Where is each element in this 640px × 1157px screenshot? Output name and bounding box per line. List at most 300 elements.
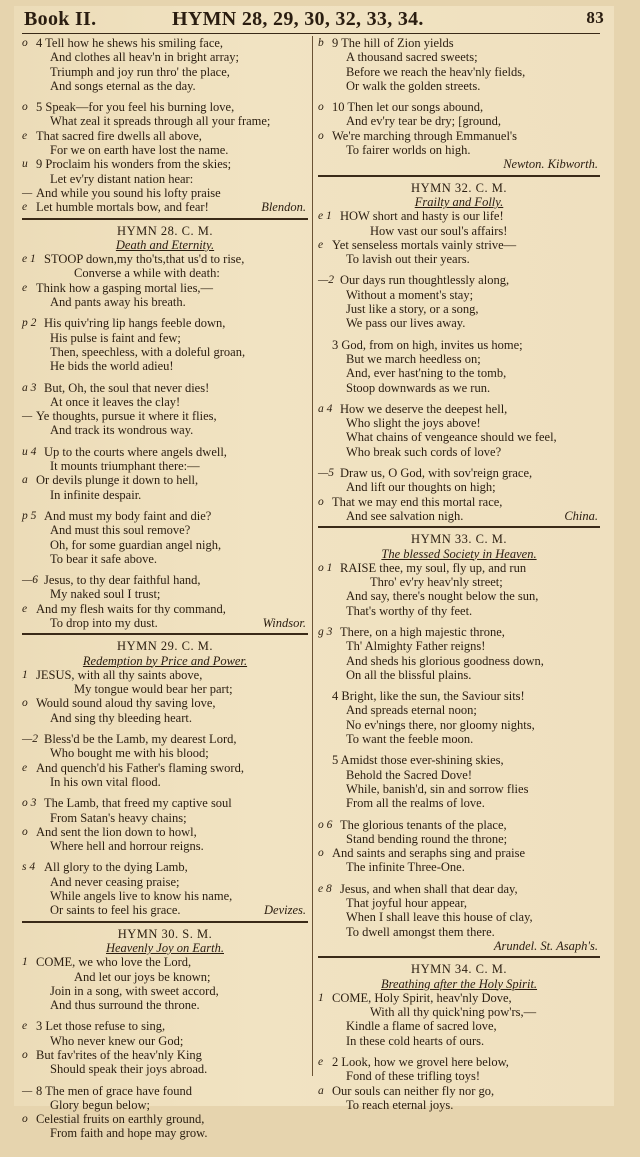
verse-line: [318, 273, 600, 287]
dynamic-mark: e: [318, 1056, 324, 1068]
stanza-gap: [318, 1048, 600, 1055]
verse-line: [318, 882, 600, 896]
verse-text: 5 Speak—for you feel his burning love,: [36, 100, 235, 115]
hymn-subtitle: Breathing after the Holy Spirit.: [380, 976, 538, 991]
dynamic-mark: —2: [22, 733, 38, 746]
verse-text: In infinite despair.: [50, 487, 142, 502]
verse-line: [318, 352, 600, 366]
verse-line: [318, 302, 600, 316]
dynamic-mark: u 4: [22, 445, 37, 458]
verse-line: [318, 509, 600, 523]
verse-text: COME, Holy Spirit, heav'nly Dove,: [332, 990, 512, 1005]
verse-line: [318, 143, 600, 157]
verse-line: [318, 252, 600, 266]
verse-text: And say, there's nought below the sun,: [346, 589, 539, 604]
dynamic-mark: o: [22, 697, 28, 710]
verse-text: And quench'd his Father's flaming sword,: [36, 760, 244, 775]
verse-text: That we may end this mortal race,: [332, 494, 503, 509]
verse-line: [22, 266, 308, 280]
hymn-separator: [22, 218, 308, 222]
hymn-subtitle: Redemption by Price and Power.: [82, 653, 248, 668]
verse-line: [22, 1126, 308, 1140]
verse-line: [318, 1055, 600, 1069]
dynamic-mark: 1: [22, 956, 28, 969]
verse-text: All glory to the dying Lamb,: [44, 860, 188, 875]
verse-text: Who bought me with his blood;: [50, 746, 209, 761]
verse-line: [318, 732, 600, 746]
stanza-gap: [318, 459, 600, 466]
verse-text: But, Oh, the soul that never dies!: [44, 380, 210, 395]
verse-line: [318, 36, 600, 50]
verse-text: And clothes all heav'n in bright array;: [50, 50, 240, 65]
hymn-separator: [318, 526, 600, 530]
verse-line: [22, 200, 308, 214]
dynamic-mark: e 8: [318, 882, 332, 895]
verse-text: And thus surround the throne.: [50, 998, 200, 1013]
verse-line: [318, 689, 600, 703]
verse-line: [318, 50, 600, 64]
verse-text: And my flesh waits for thy command,: [36, 601, 226, 616]
verse-line: [22, 711, 308, 725]
dynamic-mark: —: [22, 1084, 33, 1097]
dynamic-mark: p 5: [22, 509, 37, 522]
verse-line: [22, 602, 308, 616]
verse-line: [318, 1098, 600, 1112]
verse-line: [22, 316, 308, 330]
verse-text: My tongue would bear her part;: [74, 682, 233, 697]
verse-text: Who never knew our God;: [50, 1033, 184, 1048]
verse-text: And let our joys be known;: [74, 969, 211, 984]
verse-text: Or walk the golden streets.: [346, 78, 481, 93]
verse-text: 4 Bright, like the sun, the Saviour sits!: [332, 689, 525, 704]
verse-text: And track its wondrous way.: [50, 423, 194, 438]
verse-text: 8 The men of grace have found: [36, 1083, 192, 1098]
stanza-gap: [318, 682, 600, 689]
verse-line: [22, 587, 308, 601]
dynamic-mark: o: [22, 1113, 28, 1126]
hymn-title: HYMN 34. C. M.: [411, 962, 507, 977]
verse-text: For we on earth have lost the name.: [50, 143, 229, 158]
verse-line: [318, 939, 600, 953]
verse-line: [22, 345, 308, 359]
dynamic-mark: e: [22, 201, 28, 214]
dynamic-mark: o: [22, 1049, 28, 1061]
verse-text: STOOP down,my tho'ts,that us'd to rise,: [44, 252, 245, 267]
dynamic-mark: o: [22, 101, 28, 114]
verse-text: Just like a story, or a song,: [346, 302, 479, 317]
verse-line: [22, 761, 308, 775]
dynamic-mark: —6: [22, 574, 38, 587]
verse-line: [22, 65, 308, 79]
verse-text: Then, speechless, with a doleful groan,: [50, 344, 246, 359]
stanza-gap: [22, 93, 308, 100]
verse-text: His quiv'ring lip hangs feeble down,: [44, 316, 226, 331]
hymn-subtitle: Death and Eternity.: [115, 237, 215, 252]
dynamic-mark: —2: [318, 274, 334, 287]
verse-text: In his own vital flood.: [50, 774, 161, 789]
verse-text: JESUS, with all thy saints above,: [36, 667, 203, 682]
verse-line: [318, 910, 600, 924]
verse-line: [22, 668, 308, 682]
verse-text: To want the feeble moon.: [346, 732, 474, 747]
stanza-gap: [318, 395, 600, 402]
verse-text: Kindle a flame of sacred love,: [346, 1019, 497, 1034]
dynamic-mark: e: [22, 281, 28, 294]
stanza-gap: [22, 309, 308, 316]
page-number: 83: [586, 8, 604, 27]
tune-name: Windsor.: [262, 615, 306, 630]
stanza-gap: [22, 502, 308, 509]
verse-text: Triumph and joy run thro' the place,: [50, 64, 230, 79]
verse-line: [22, 796, 308, 810]
verse-line: [318, 1069, 600, 1083]
verse-text: When I shall leave this house of clay,: [346, 910, 533, 925]
verse-text: Before we reach the heav'nly fields,: [346, 64, 526, 79]
verse-text: That joyful hour appear,: [346, 896, 467, 911]
verse-line: [318, 114, 600, 128]
verse-line: [22, 1034, 308, 1048]
hymn-title: HYMN 29. C. M.: [117, 639, 213, 654]
verse-line: [22, 998, 308, 1012]
verse-text: My naked soul I trust;: [50, 587, 161, 602]
dynamic-mark: o: [318, 847, 324, 860]
header-rule: [22, 33, 600, 34]
verse-text: Draw us, O God, with sov'reign grace,: [340, 466, 533, 481]
verse-line: [318, 768, 600, 782]
verse-text: And must my body faint and die?: [44, 508, 212, 523]
verse-text: And while you sound his lofty praise: [36, 185, 221, 200]
verse-text: At once it leaves the clay!: [50, 394, 181, 409]
verse-line: [22, 746, 308, 760]
verse-line: [22, 395, 308, 409]
verse-text: 3 Let those refuse to sing,: [36, 1019, 166, 1034]
verse-text: From faith and hope may grow.: [50, 1126, 208, 1141]
verse-text: Oh, for some guardian angel nigh,: [50, 537, 222, 552]
verse-line: [22, 114, 308, 128]
verse-line: [22, 331, 308, 345]
dynamic-mark: e: [318, 238, 324, 251]
book-label: Book II.: [24, 8, 97, 30]
verse-text: 2 Look, how we grovel here below,: [332, 1055, 509, 1069]
hymn-title: HYMN 30. S. M.: [117, 926, 213, 941]
dynamic-mark: 1: [22, 668, 28, 681]
verse-text: What chains of vengeance should we feel,: [346, 430, 557, 445]
tune-name: Blendon.: [261, 200, 306, 215]
verse-text: With all thy quick'ning pow'rs,—: [370, 1005, 537, 1020]
verse-line: [22, 295, 308, 309]
verse-line: [22, 381, 308, 395]
verse-text: He bids the world adieu!: [50, 359, 174, 374]
verse-line: [318, 668, 600, 682]
dynamic-mark: —: [22, 186, 33, 199]
verse-line: [22, 573, 308, 587]
stanza-gap: [22, 725, 308, 732]
verse-line: [22, 889, 308, 903]
stanza-gap: [22, 853, 308, 860]
verse-line: [318, 589, 600, 603]
verse-line: [22, 423, 308, 437]
tune-name: Devizes.: [264, 903, 306, 918]
hymn-subtitle: The blessed Society in Heaven.: [381, 546, 537, 561]
verse-text: Where hell and horrour reigns.: [50, 839, 204, 854]
verse-text: Our days run thoughtlessly along,: [340, 273, 510, 288]
verse-line: [22, 473, 308, 487]
verse-line: [22, 1048, 308, 1062]
verse-text: The infinite Three-One.: [346, 860, 465, 875]
verse-text: And, ever hast'ning to the tomb,: [346, 366, 507, 381]
verse-text: Think how a gasping mortal lies,—: [36, 280, 214, 295]
verse-text: And see salvation nigh.: [346, 508, 464, 523]
verse-line: [22, 839, 308, 853]
verse-line: [318, 718, 600, 732]
verse-text: COME, we who love the Lord,: [36, 955, 192, 970]
dynamic-mark: g 3: [318, 625, 333, 638]
verse-text: HOW short and hasty is our life!: [340, 209, 504, 224]
dynamic-mark: o: [22, 825, 28, 838]
verse-line: [22, 100, 308, 114]
verse-text: Our souls can neither fly nor go,: [332, 1083, 495, 1098]
verse-line: [318, 402, 600, 416]
verse-text: But fav'rites of the heav'nly King: [36, 1048, 202, 1062]
verse-text: Who break such cords of love?: [346, 444, 502, 459]
verse-text: That sacred fire dwells all above,: [36, 128, 202, 143]
verse-line: [318, 846, 600, 860]
verse-line: [22, 488, 308, 502]
verse-line: [318, 79, 600, 93]
verse-line: [318, 416, 600, 430]
stanza-gap: [22, 566, 308, 573]
verse-line: [318, 445, 600, 459]
verse-text: Would sound aloud thy saving love,: [36, 696, 216, 711]
verse-text: And sheds his glorious goodness down,: [346, 653, 544, 668]
hymn-separator: [22, 921, 308, 925]
verse-line: [318, 832, 600, 846]
verse-line: [22, 970, 308, 984]
dynamic-mark: o: [318, 101, 324, 114]
dynamic-mark: —5: [318, 467, 334, 480]
verse-line: [22, 1062, 308, 1076]
dynamic-mark: o 1: [318, 561, 333, 574]
left-column: [22, 36, 308, 1141]
verse-line: [318, 639, 600, 653]
verse-text: The glorious tenants of the place,: [340, 817, 507, 832]
verse-text: 9 The hill of Zion yields: [332, 36, 454, 50]
verse-line: [318, 625, 600, 639]
verse-line: [318, 157, 600, 171]
verse-text: To dwell amongst them there.: [346, 924, 495, 939]
verse-line: [22, 1098, 308, 1112]
verse-line: [22, 445, 308, 459]
dynamic-mark: e 1: [318, 210, 332, 223]
dynamic-mark: o 3: [22, 797, 37, 810]
hymn-separator: [318, 956, 600, 960]
verse-text: To fairer worlds on high.: [346, 143, 471, 158]
verse-text: And never ceasing praise;: [50, 874, 180, 889]
verse-line: [22, 775, 308, 789]
verse-text: While angels live to know his name,: [50, 889, 233, 904]
verse-line: [22, 129, 308, 143]
verse-text: Ye thoughts, pursue it where it flies,: [36, 409, 217, 424]
verse-text: Th' Almighty Father reigns!: [346, 639, 486, 654]
verse-text: In these cold hearts of ours.: [346, 1033, 485, 1048]
dynamic-mark: e: [22, 129, 28, 142]
verse-line: [318, 561, 600, 575]
verse-line: [318, 316, 600, 330]
verse-text: Without a moment's stay;: [346, 287, 474, 302]
verse-line: [22, 616, 308, 630]
hymn-title: HYMN 32. C. M.: [411, 180, 507, 195]
stanza-gap: [318, 618, 600, 625]
verse-text: 5 Amidst those ever-shining skies,: [332, 753, 504, 768]
verse-text: To reach eternal joys.: [346, 1097, 454, 1112]
verse-line: [22, 682, 308, 696]
verse-line: [22, 1019, 308, 1033]
verse-line: [318, 366, 600, 380]
verse-text: From all the realms of love.: [346, 796, 485, 811]
verse-line: [318, 129, 600, 143]
verse-text: Stoop downwards as we run.: [346, 380, 491, 395]
verse-text: 3 God, from on high, invites us home;: [332, 337, 523, 352]
stanza-gap: [22, 374, 308, 381]
verse-line: [318, 480, 600, 494]
verse-line: [318, 818, 600, 832]
hymn-separator: [318, 175, 600, 179]
verse-line: [22, 552, 308, 566]
verse-text: But we march heedless on;: [346, 351, 481, 366]
dynamic-mark: a 4: [318, 402, 333, 415]
verse-line: [318, 209, 600, 223]
verse-text: Join in a song, with sweet accord,: [50, 983, 219, 998]
stanza-gap: [22, 1077, 308, 1084]
verse-text: And sing thy bleeding heart.: [50, 710, 192, 725]
verse-line: [318, 1005, 600, 1019]
verse-text: And lift our thoughts on high;: [346, 480, 496, 495]
verse-line: [22, 955, 308, 969]
verse-text: The Lamb, that freed my captive soul: [44, 796, 232, 811]
verse-text: Jesus, and when shall that dear day,: [340, 881, 518, 896]
right-column: [318, 36, 600, 1112]
stanza-gap: [318, 266, 600, 273]
verse-line: [318, 654, 600, 668]
verse-line: [318, 1084, 600, 1098]
dynamic-mark: e: [22, 602, 28, 615]
verse-line: [22, 1112, 308, 1126]
verse-line: [318, 925, 600, 939]
verse-text: On all the blissful plains.: [346, 667, 472, 682]
verse-line: [22, 409, 308, 423]
tune-name: China.: [564, 508, 598, 523]
verse-text: To lavish out their years.: [346, 252, 470, 267]
stanza-gap: [318, 746, 600, 753]
verse-text: To drop into my dust.: [50, 615, 158, 630]
verse-text: No ev'nings there, nor gloomy nights,: [346, 717, 535, 732]
verse-text: What zeal it spreads through all your frame;: [50, 114, 271, 129]
verse-line: [22, 252, 308, 266]
verse-line: [318, 575, 600, 589]
verse-text: And sent the lion down to howl,: [36, 824, 197, 839]
verse-text: His pulse is faint and few;: [50, 330, 181, 345]
verse-text: Behold the Sacred Dove!: [346, 767, 473, 782]
verse-line: [22, 1084, 308, 1098]
verse-text: And spreads eternal noon;: [346, 703, 477, 718]
verse-text: We pass our lives away.: [346, 316, 466, 331]
dynamic-mark: o: [318, 495, 324, 508]
verse-line: [22, 860, 308, 874]
verse-line: [318, 991, 600, 1005]
verse-text: RAISE thee, my soul, fly up, and run: [340, 560, 527, 575]
verse-line: [318, 65, 600, 79]
verse-line: [318, 381, 600, 395]
verse-text: It mounts triumphant there:—: [50, 459, 200, 474]
verse-line: [22, 79, 308, 93]
column-divider: [312, 36, 313, 1076]
stanza-gap: [318, 331, 600, 338]
verse-line: [318, 238, 600, 252]
verse-line: [22, 538, 308, 552]
verse-line: [22, 523, 308, 537]
dynamic-mark: e: [22, 761, 28, 774]
verse-text: Let ev'ry distant nation hear:: [50, 171, 194, 186]
verse-line: [22, 459, 308, 473]
stanza-gap: [318, 93, 600, 100]
verse-text: Fond of these trifling toys!: [346, 1069, 481, 1084]
dynamic-mark: a: [22, 474, 28, 487]
verse-line: [22, 186, 308, 200]
verse-line: [22, 875, 308, 889]
verse-text: While, banish'd, sin and sorrow flies: [346, 781, 529, 796]
verse-line: [22, 143, 308, 157]
verse-text: Glory begun below;: [50, 1097, 150, 1112]
verse-line: [22, 509, 308, 523]
verse-text: A thousand sacred sweets;: [346, 50, 478, 65]
verse-text: Celestial fruits on earthly ground,: [36, 1112, 205, 1127]
verse-line: [318, 1034, 600, 1048]
tune-name: Newton. Kibworth.: [503, 157, 598, 172]
dynamic-mark: —: [22, 410, 33, 423]
dynamic-mark: b: [318, 37, 324, 49]
verse-line: [22, 811, 308, 825]
verse-line: [318, 495, 600, 509]
verse-line: [22, 984, 308, 998]
dynamic-mark: o: [318, 129, 324, 142]
verse-line: [318, 896, 600, 910]
hymn-title: HYMN 28. C. M.: [117, 223, 213, 238]
verse-text: And ev'ry tear be dry; [ground,: [346, 114, 501, 129]
dynamic-mark: p 2: [22, 317, 37, 330]
verse-text: That's worthy of thy feet.: [346, 603, 473, 618]
verse-line: [318, 224, 600, 238]
verse-line: [22, 732, 308, 746]
verse-line: [318, 753, 600, 767]
verse-line: [22, 172, 308, 186]
verse-text: Yet senseless mortals vainly strive—: [332, 237, 517, 252]
verse-line: [318, 604, 600, 618]
verse-text: 10 Then let our songs abound,: [332, 100, 484, 115]
page-header: [22, 8, 608, 32]
verse-line: [318, 796, 600, 810]
verse-text: Thro' ev'ry heav'nly street;: [370, 575, 503, 590]
verse-line: [22, 36, 308, 50]
verse-text: 9 Proclaim his wonders from the skies;: [36, 157, 232, 172]
stanza-gap: [318, 875, 600, 882]
verse-line: [318, 1019, 600, 1033]
verse-text: We're marching through Emmanuel's: [332, 128, 518, 143]
hymn-title: HYMN 33. C. M.: [411, 532, 507, 547]
verse-text: There, on a high majestic throne,: [340, 624, 505, 639]
dynamic-mark: s 4: [22, 861, 36, 874]
dynamic-mark: o 6: [318, 818, 333, 831]
verse-text: 4 Tell how he shews his smiling face,: [36, 36, 224, 50]
